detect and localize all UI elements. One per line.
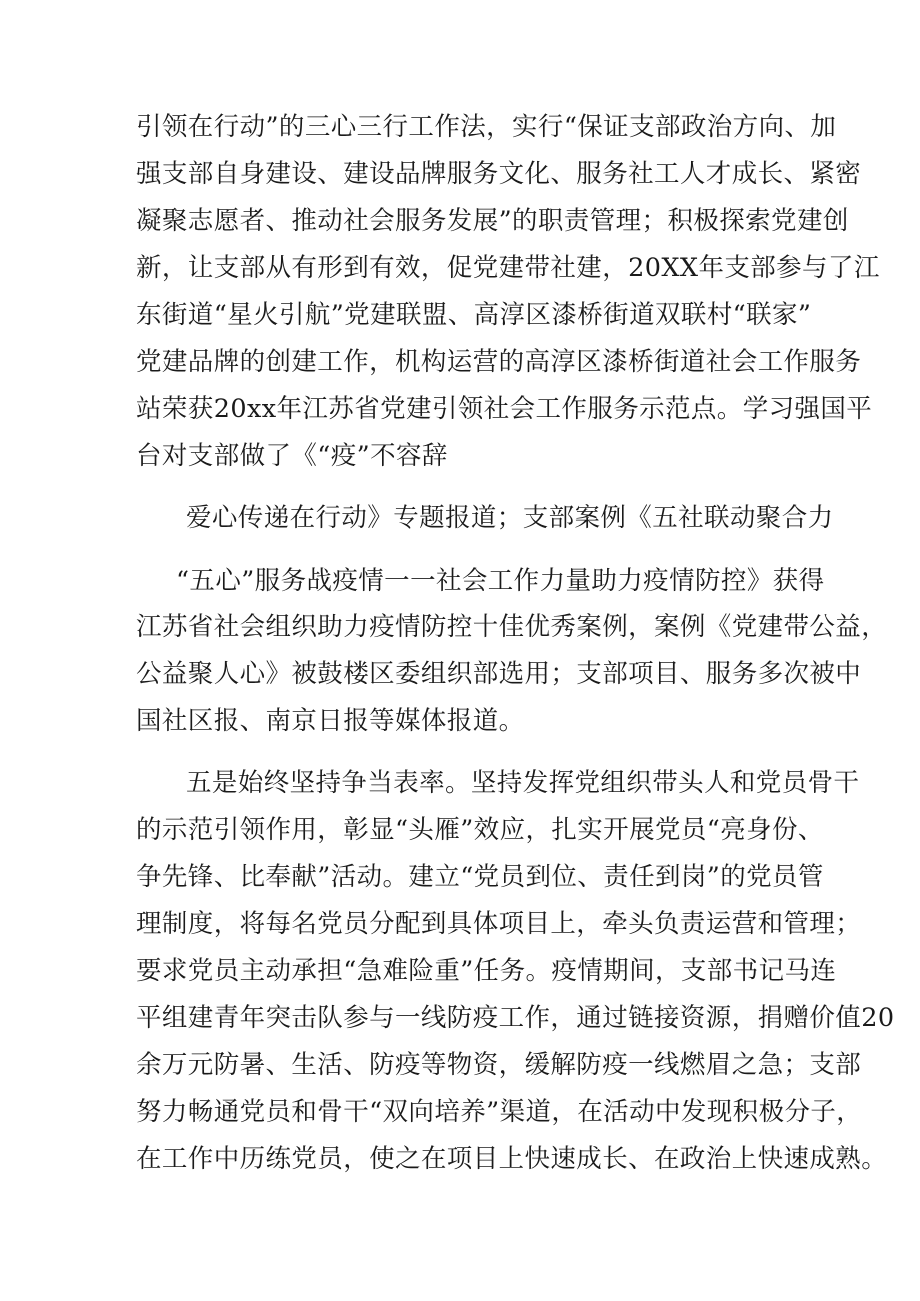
text-line: 理制度，将每名党员分配到具体项目上，牵头负责运营和管理； bbox=[136, 909, 862, 939]
text-line: 引领在行动”的三心三行工作法，实行“保证支部政治方向、加 bbox=[136, 112, 837, 142]
text-line: 江苏省社会组织助力疫情防控十佳优秀案例，案例《党建带公益， bbox=[136, 612, 888, 642]
text-line: 国社区报、南京日报等媒体报道。 bbox=[136, 706, 525, 736]
text-line: “五心”服务战疫情一一社会工作力量助力疫情防控》获得 bbox=[176, 566, 825, 596]
text-line: 要求党员主动承担“急难险重”任务。疫情期间，支部书记马连 bbox=[136, 956, 837, 986]
text-line: 强支部自身建设、建设品牌服务文化、服务社工人才成长、紧密 bbox=[136, 159, 862, 189]
text-line: 凝聚志愿者、推动社会服务发展”的职责管理；积极探索党建创 bbox=[136, 206, 849, 236]
text-line: 爱心传递在行动》专题报道；支部案例《五社联动聚合力 bbox=[186, 503, 834, 533]
text-line: 的示范引领作用，彰显“头雁”效应，扎实开展党员“亮身份、 bbox=[136, 815, 824, 845]
text-line: 争先锋、比奉献”活动。建立“党员到位、责任到岗”的党员管 bbox=[136, 862, 824, 892]
text-line: 五是始终坚持争当表率。坚持发挥党组织带头人和党员骨干 bbox=[186, 768, 860, 798]
text-line: 台对支部做了《“疫”不容辞 bbox=[136, 441, 448, 471]
text-line: 东街道“星火引航”党建联盟、高淳区漆桥街道双联村“联家” bbox=[136, 300, 812, 330]
text-line: 党建品牌的创建工作，机构运营的高淳区漆桥街道社会工作服务 bbox=[136, 347, 862, 377]
text-line: 余万元防暑、生活、防疫等物资，缓解防疫一线燃眉之急；支部 bbox=[136, 1050, 862, 1080]
text-line: 新，让支部从有形到有效，促党建带社建，20XX年支部参与了江 bbox=[136, 253, 880, 283]
text-line: 努力畅通党员和骨干“双向培养”渠道，在活动中发现积极分子， bbox=[136, 1097, 863, 1127]
text-line: 站荣获20xx年江苏省党建引领社会工作服务示范点。学习强国平 bbox=[136, 394, 873, 424]
text-line: 平组建青年突击队参与一线防疫工作，通过链接资源，捐赠价值20 bbox=[136, 1003, 895, 1033]
text-line: 在工作中历练党员，使之在项目上快速成长、在政治上快速成熟。 bbox=[136, 1144, 888, 1174]
text-line: 公益聚人心》被鼓楼区委组织部选用；支部项目、服务多次被中 bbox=[136, 659, 862, 689]
